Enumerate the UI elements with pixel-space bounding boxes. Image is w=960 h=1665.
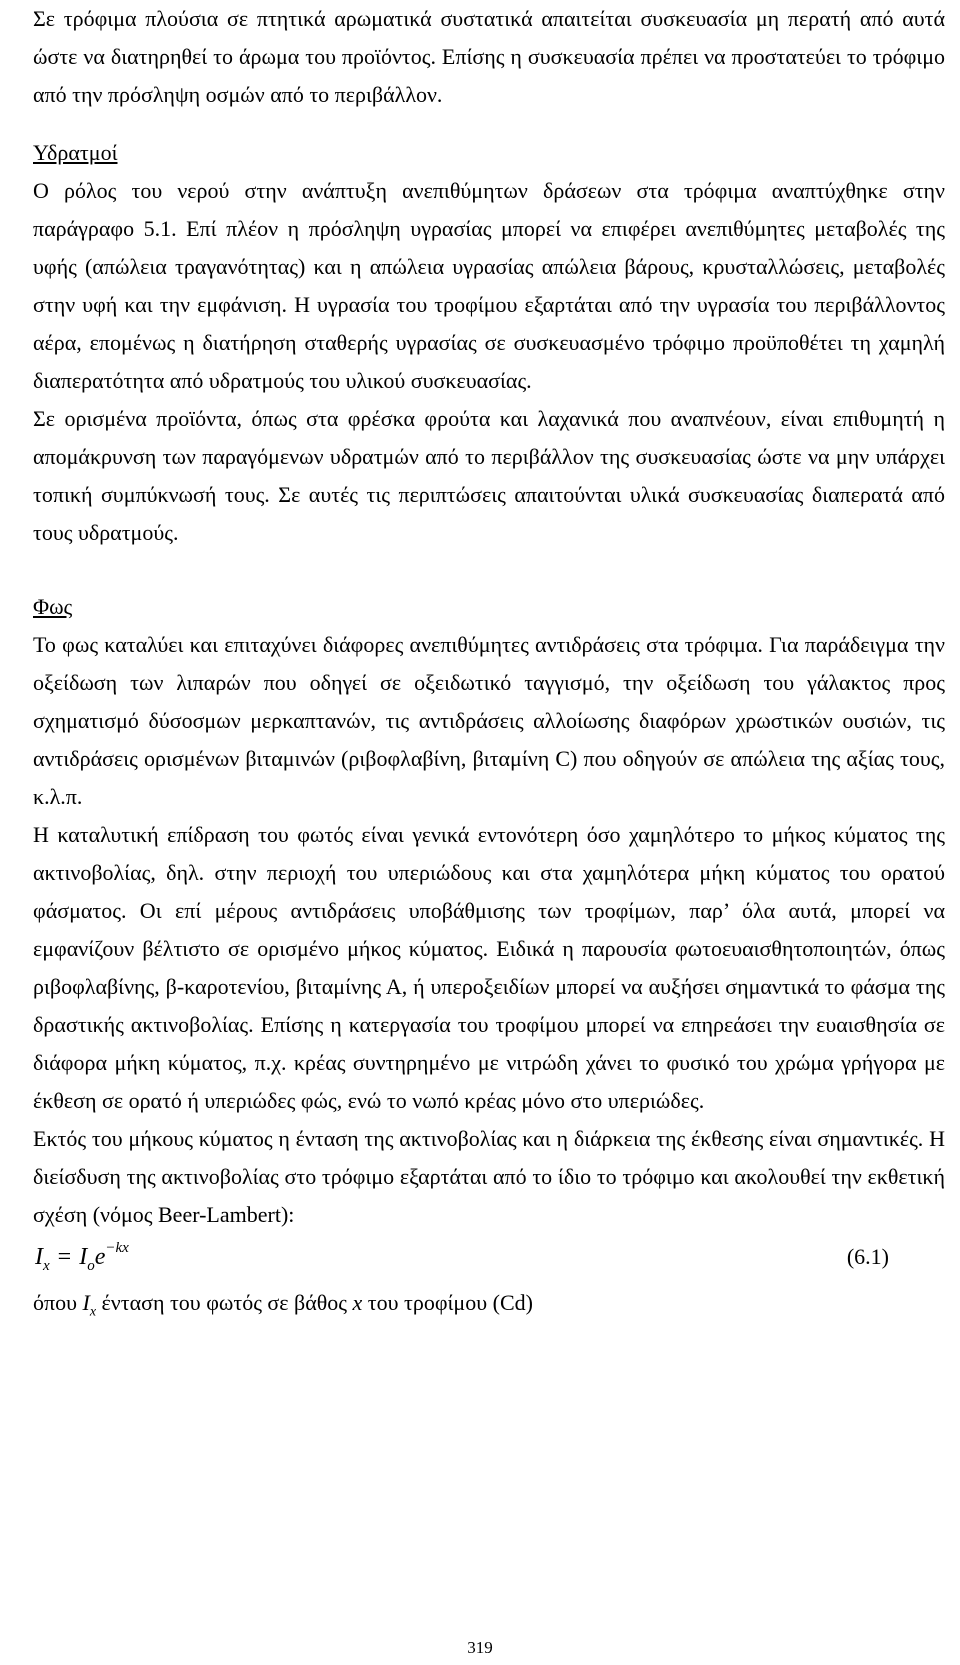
where-symbol: I	[82, 1290, 90, 1315]
where-suffix: του τροφίμου (Cd)	[362, 1290, 533, 1315]
spacer	[33, 114, 945, 134]
formula-lhs-sub: x	[43, 1258, 50, 1274]
light-paragraph-3: Εκτός του μήκους κύματος η ένταση της ακτινοβολίας και η διάρκεια της έκθεσης είναι σημαντικές. Η διείσδυση της ακτινοβολίας στο τρόφιμο εξαρτάται από το ίδιο το τρόφιμο και ακολουθεί την εκθετική σχέση (νόμος Beer-Lambert):	[33, 1126, 945, 1227]
light-paragraph-1: Το φως καταλύει και επιταχύνει διάφορες ανεπιθύμητες αντιδράσεις στα τρόφιμα. Για παράδειγμα την οξείδωση των λιπαρών που οδηγεί σε οξειδωτικό ταγγισμό, την οξείδωση του γάλακτος προς σχηματισμό δύσοσμων μερκαπτανών, τις αντιδράσεις αλλοίωσης διαφόρων χρωστικών ουσιών, τις αντιδράσεις ορισμένων βιταμινών (ριβοφλαβίνη, βιταμίνη C) που οδηγούν σε απώλεια της αξίας τους, κ.λ.π.	[33, 632, 945, 809]
spacer	[33, 552, 945, 588]
document-page	[33, 0, 945, 1331]
section-heading-humidity: Υδρατμοί	[33, 140, 118, 165]
formula-base: e	[94, 1244, 106, 1270]
where-line	[33, 1284, 945, 1331]
humidity-paragraph-2: Σε ορισμένα προϊόντα, όπως στα φρέσκα φρούτα και λαχανικά που αναπνέουν, είναι επιθυμητή η απομάκρυνση των παραγόμενων υδρατμών από το περιβάλλον της συσκευασίας ώστε να μην υπάρχει τοπική συμπύκνωσή τους. Σε αυτές τις περιπτώσεις απαιτούνται υλικά συσκευασίας διαπερατά από τους υδρατμούς.	[33, 406, 945, 545]
equation-number: (6.1)	[846, 1244, 889, 1269]
intro-paragraph: Σε τρόφιμα πλούσια σε πτητικά αρωματικά συστατικά απαιτείται συσκευασία μη περατή από αυτά ώστε να διατηρηθεί το άρωμα του προϊόντος. Επίσης η συσκευασία πρέπει να προστατεύει το τρόφιμο από την πρόσληψη οσμών από το περιβάλλον.	[33, 6, 945, 107]
formula-exponent: −kx	[105, 1240, 129, 1256]
formula-equals: =	[57, 1244, 72, 1270]
where-middle: ένταση του φωτός σε βάθος	[96, 1290, 353, 1315]
page-number: 319	[467, 1638, 493, 1657]
formula-rhs-sub: o	[87, 1258, 95, 1274]
where-prefix: όπου	[33, 1290, 83, 1315]
formula-rhs-symbol: I	[79, 1244, 88, 1270]
humidity-paragraph-1: Ο ρόλος του νερού στην ανάπτυξη ανεπιθύμητων δράσεων στα τρόφιμα αναπτύχθηκε στην παράγραφο 5.1. Επί πλέον η πρόσληψη υγρασίας μπορεί να επιφέρει ανεπιθύμητες μεταβολές της υφής (απώλεια τραγανότητας) και η απώλεια υγρασίας απώλεια βάρους, κρυσταλλώσεις, μεταβολές στην υφή και την εμφάνιση. Η υγρασία του τροφίμου εξαρτάται από την υγρασία του περιβάλλοντος αέρα, επομένως η διατήρηση σταθερής υγρασίας σε συσκευασμένο τρόφιμο προϋποθέτει τη χαμηλή διαπερατότητα από υδρατμούς του υλικού συσκευασίας.	[33, 178, 945, 393]
where-sub: x	[89, 1304, 97, 1320]
section-heading-light: Φως	[33, 594, 73, 619]
formula-lhs-symbol: I	[35, 1244, 43, 1270]
formula-row	[33, 1234, 945, 1284]
beer-lambert-formula	[35, 1240, 129, 1275]
light-paragraph-2: Η καταλυτική επίδραση του φωτός είναι γενικά εντονότερη όσο χαμηλότερο το μήκος κύματος της ακτινοβολίας, δηλ. στην περιοχή του υπεριώδους και στα χαμηλότερα μήκη κύματος του ορατού φάσματος. Οι επί μέρους αντιδράσεις υποβάθμισης των τροφίμων, παρ’ όλα αυτά, μπορεί να εμφανίζουν βέλτιστο σε ορισμένο μήκος κύματος. Ειδικά η παρουσία φωτοευαισθητοποιητών, όπως ριβοφλαβίνης, β-καροτενίου, βιταμίνης Α, ή υπεροξειδίων μπορεί να αυξήσει σημαντικά το φάσμα της δραστικής ακτινοβολίας. Επίσης η κατεργασία του τροφίμου μπορεί να επηρεάσει την ευαισθησία σε διάφορα μήκη κύματος, π.χ. κρέας συντηρημένο με νιτρώδη χάνει το φυσικό του χρώμα γρήγορα με έκθεση σε ορατό ή υπεριώδες φώς, ενώ το νωπό κρέας μόνο στο υπεριώδες.	[33, 822, 945, 1113]
where-var: x	[352, 1290, 363, 1315]
